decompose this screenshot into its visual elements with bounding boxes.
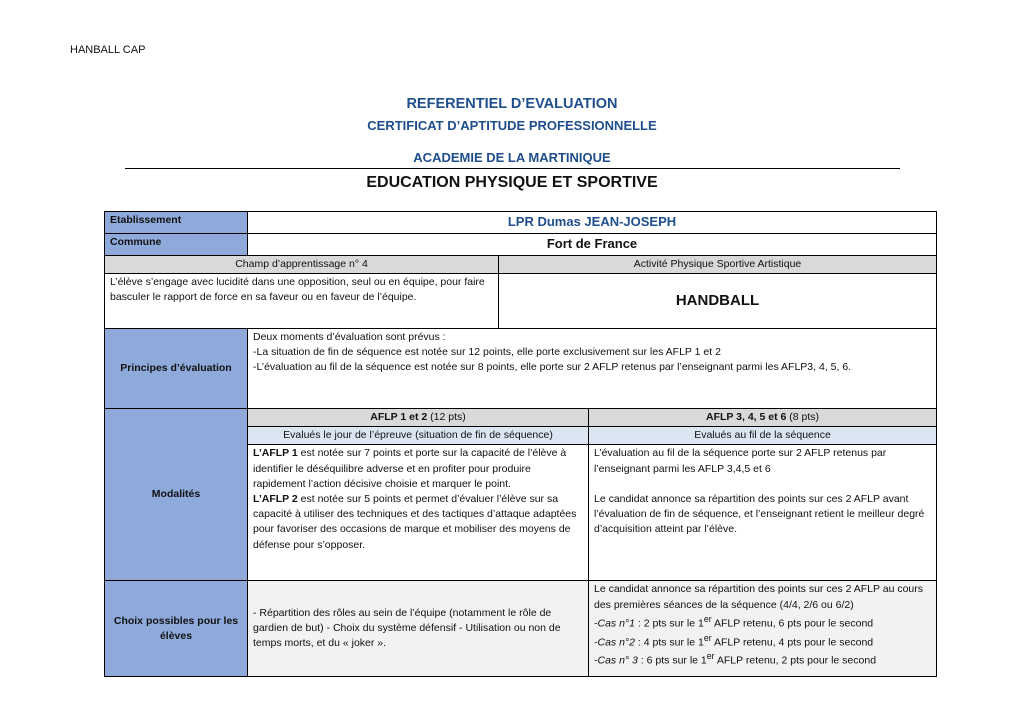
aflp12-description [248, 445, 589, 581]
aflp1-text: est notée sur 7 points et porte sur la capacité de l’élève à identifier le déséquilibre adverse et en profiter pour produire rapidement l’action décisive choisie et marquer le point. [253, 447, 567, 490]
aflp12-header [248, 408, 589, 426]
modalites-label: Modalités [105, 408, 248, 580]
evaluation-table [104, 211, 937, 677]
principes-text [248, 328, 937, 408]
principes-label: Principes d’évaluation [105, 328, 248, 408]
etablissement-label: Etablissement [105, 212, 248, 234]
aflp12-title: AFLP 1 et 2 [370, 410, 428, 423]
principes-line: -La situation de fin de séquence est notée sur 12 points, elle porte exclusivement sur les AFLP 1 et 2 [253, 346, 721, 359]
apsa-value: HANDBALL [499, 273, 937, 328]
aflp3456-title: AFLP 3, 4, 5 et 6 [706, 410, 787, 423]
choix-left: - Répartition des rôles au sein de l’équipe (notamment le rôle de gardien de but) - Choix du système défensif - Utilisation ou non de temps morts, et du « joker ». [248, 581, 589, 677]
champ-header: Champ d’apprentissage n° 4 [105, 255, 499, 273]
aflp12-points: (12 pts) [430, 410, 466, 423]
choix-intro: Le candidat annonce sa répartition des points sur ces 2 AFLP au cours des premières séances de la séquence (4/4, 2/6 ou 6/2) [594, 583, 924, 611]
commune-value: Fort de France [248, 233, 937, 255]
running-header: HANBALL CAP [70, 44, 146, 56]
title-divider [125, 168, 900, 169]
title-eps: EDUCATION PHYSIQUE ET SPORTIVE [366, 174, 658, 191]
fil-paragraph: L’évaluation au fil de la séquence porte sur 2 AFLP retenus par l’enseignant parmi les AFLP 3,4,5 et 6 [594, 447, 887, 475]
title-certificat: CERTIFICAT D’APTITUDE PROFESSIONNELLE [367, 118, 657, 133]
choix-label: Choix possibles pour les élèves [105, 581, 248, 677]
aflp3456-header [589, 408, 937, 426]
choix-right [589, 581, 937, 677]
aflp2-paragraph [253, 492, 583, 553]
cas-line: -Cas n°1 : 2 pts sur le 1er AFLP retenu, 6 pts pour le second [594, 613, 874, 630]
cas2-label: -Cas n°2 [594, 636, 635, 648]
cas3-label: -Cas n° 3 [594, 654, 638, 667]
principes-line: -L’évaluation au fil de la séquence est notée sur 8 points, elle porte sur 2 AFLP retenus par l’enseignant parmi les AFLP3, 4, 5, 6. [253, 361, 852, 374]
cas-line: -Cas n°2 : 4 pts sur le 1er AFLP retenu, 4 pts pour le second [594, 632, 874, 648]
etablissement-value: LPR Dumas JEAN-JOSEPH [248, 212, 937, 234]
champ-text: L’élève s’engage avec lucidité dans une opposition, seul ou en équipe, pour faire basculer le rapport de force en sa faveur ou en faveur de l’équipe. [105, 273, 499, 328]
cas1-label: -Cas n°1 [594, 617, 635, 630]
aflp1-label: L’AFLP 1 [253, 447, 298, 460]
commune-label: Commune [105, 233, 248, 255]
principes-line: Deux moments d’évaluation sont prévus : [253, 330, 446, 343]
aflp12-subheader: Evalués le jour de l’épreuve (situation de fin de séquence) [248, 427, 589, 445]
aflp3456-points: (8 pts) [789, 410, 820, 423]
apsa-header: Activité Physique Sportive Artistique [499, 255, 937, 273]
aflp2-text: est notée sur 5 points et permet d’évaluer l’élève sur sa capacité à utiliser des techniques et des tactiques d’attaque adaptées pour favoriser des occasions de marque et mobiliser des moyens de défense pour s’opposer. [253, 493, 577, 551]
aflp3456-subheader: Evalués au fil de la séquence [589, 427, 937, 445]
aflp1-paragraph [253, 446, 583, 492]
aflp2-label: L’AFLP 2 [253, 493, 298, 505]
aflp3456-description [589, 445, 937, 581]
title-academie: ACADEMIE DE LA MARTINIQUE [413, 150, 611, 165]
title-referentiel: REFERENTIEL D’EVALUATION [406, 96, 618, 112]
fil-paragraph: Le candidat annonce sa répartition des points sur ces 2 AFLP avant l’évaluation de fin de séquence, et l’enseignant retient le meilleur degré d’acquisition atteint par l’élève. [594, 493, 925, 536]
cas-line: -Cas n° 3 : 6 pts sur le 1er AFLP retenu, 2 pts pour le second [594, 651, 877, 667]
